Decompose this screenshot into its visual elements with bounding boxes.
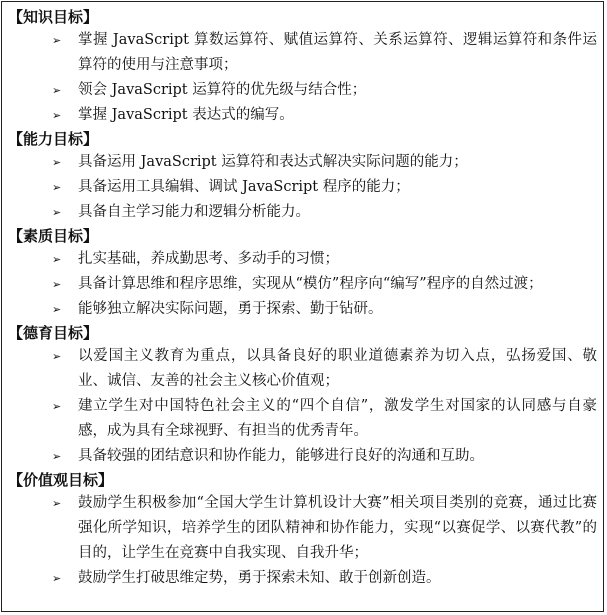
list-item bbox=[8, 566, 597, 591]
arrowhead-bullet-icon: ➢ bbox=[52, 303, 62, 316]
section-quality-objectives bbox=[8, 225, 597, 322]
arrowhead-bullet-icon: ➢ bbox=[52, 572, 62, 585]
section-heading: 【价值观目标】 bbox=[8, 471, 114, 489]
arrowhead-bullet-icon: ➢ bbox=[52, 350, 62, 363]
list-item-text: 掌握 JavaScript 表达式的编写。 bbox=[78, 107, 294, 123]
list-item bbox=[8, 78, 597, 103]
arrowhead-bullet-icon: ➢ bbox=[52, 109, 62, 122]
arrowhead-bullet-icon: ➢ bbox=[52, 278, 62, 291]
arrowhead-bullet-icon: ➢ bbox=[52, 206, 62, 219]
list-item bbox=[8, 103, 597, 128]
list-item-text: 具备计算思维和程序思维，实现从“模仿”程序向“编写”程序的自然过渡； bbox=[78, 276, 543, 292]
arrowhead-bullet-icon: ➢ bbox=[52, 181, 62, 194]
arrowhead-bullet-icon: ➢ bbox=[52, 497, 62, 510]
arrowhead-bullet-icon: ➢ bbox=[52, 34, 62, 47]
list-item bbox=[8, 175, 597, 200]
list-item bbox=[8, 272, 597, 297]
objectives-document bbox=[1, 1, 604, 612]
arrowhead-bullet-icon: ➢ bbox=[52, 84, 62, 97]
list-item-text: 领会 JavaScript 运算符的优先级与结合性； bbox=[78, 82, 367, 98]
list-item-text: 具备运用工具编辑、调试 JavaScript 程序的能力； bbox=[78, 179, 410, 195]
section-ability-objectives bbox=[8, 128, 597, 225]
list-item-text: 具备运用 JavaScript 运算符和表达式解决实际问题的能力； bbox=[78, 154, 468, 170]
section-knowledge-objectives bbox=[8, 6, 597, 128]
arrowhead-bullet-icon: ➢ bbox=[52, 253, 62, 266]
list-item-text: 能够独立解决实际问题，勇于探索、勤于钻研。 bbox=[78, 301, 383, 317]
list-item bbox=[8, 28, 597, 78]
list-item-text: 扎实基础，养成勤思考、多动手的习惯； bbox=[78, 251, 339, 267]
list-item-text: 鼓励学生积极参加“全国大学生计算机设计大赛”相关项目类别的竞赛，通过比赛强化所学知识，培养学生的团队精神和协作能力，实现“以赛促学、以赛代教”的目的，让学生在竞赛中自我实现、自我升华； bbox=[78, 495, 597, 561]
section-values-objectives bbox=[8, 469, 597, 591]
section-heading: 【能力目标】 bbox=[8, 130, 99, 148]
arrowhead-bullet-icon: ➢ bbox=[52, 400, 62, 413]
section-heading: 【知识目标】 bbox=[8, 8, 99, 26]
list-item-text: 鼓励学生打破思维定势，勇于探索未知、敢于创新创造。 bbox=[78, 570, 441, 586]
list-item bbox=[8, 150, 597, 175]
list-item-text: 具备自主学习能力和逻辑分析能力。 bbox=[78, 204, 310, 220]
list-item-text: 以爱国主义教育为重点，以具备良好的职业道德素养为切入点，弘扬爱国、敬业、诚信、友善的社会主义核心价值观； bbox=[78, 348, 597, 389]
arrowhead-bullet-icon: ➢ bbox=[52, 156, 62, 169]
list-item-text: 具备较强的团结意识和协作能力，能够进行良好的沟通和互助。 bbox=[78, 448, 484, 464]
list-item bbox=[8, 297, 597, 322]
list-item bbox=[8, 247, 597, 272]
section-heading: 【素质目标】 bbox=[8, 227, 99, 245]
list-item bbox=[8, 394, 597, 444]
list-item bbox=[8, 444, 597, 469]
list-item bbox=[8, 344, 597, 394]
section-moral-education-objectives bbox=[8, 322, 597, 469]
list-item-text: 建立学生对中国特色社会主义的“四个自信”，激发学生对国家的认同感与自豪感，成为具有全球视野、有担当的优秀青年。 bbox=[78, 398, 597, 439]
list-item bbox=[8, 491, 597, 566]
list-item bbox=[8, 200, 597, 225]
section-heading: 【德育目标】 bbox=[8, 324, 99, 342]
arrowhead-bullet-icon: ➢ bbox=[52, 450, 62, 463]
list-item-text: 掌握 JavaScript 算数运算符、赋值运算符、关系运算符、逻辑运算符和条件运算符的使用与注意事项； bbox=[78, 32, 597, 73]
